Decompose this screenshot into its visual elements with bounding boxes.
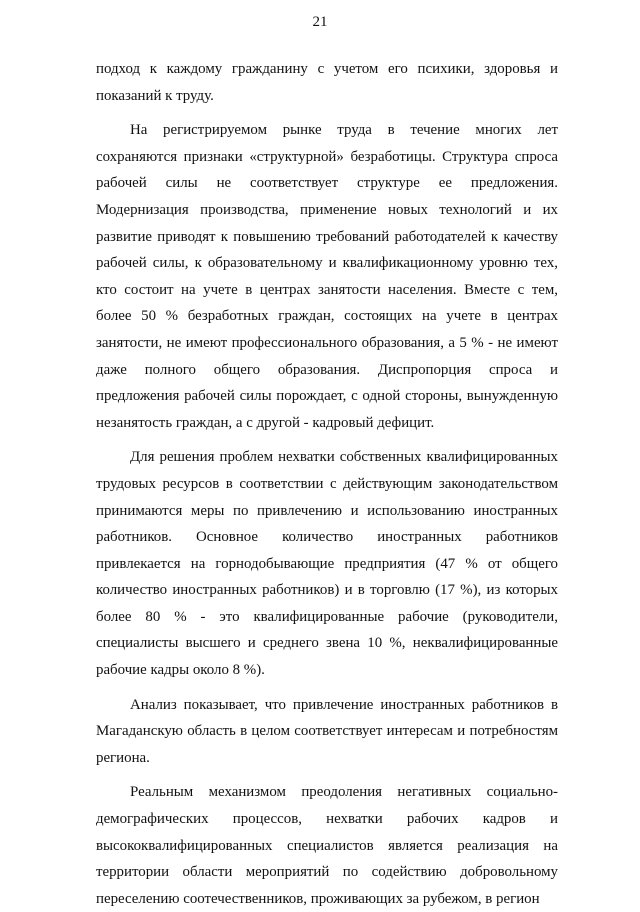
paragraph-structural-unemployment: На регистрируемом рынке труда в течение многих лет сохраняются признаки «структурной» безработицы. Структура спроса рабочей силы не соответствует структуре ее предложения. Модернизация производства, применение новых технологий и их развитие приводят к повышению требований работодателей к качеству рабочей силы, к образовательному и квалификационному уровню тех, кто состоит на учете в центрах занятости населения. Вместе с тем, более 50 % безработных граждан, состоящих на учете в центрах занятости, не имеют профессионального образования, а 5 % - не имеют даже полного общего образования. Диспропорция спроса и предложения рабочей силы порождает, с одной стороны, вынужденную незанятость граждан, а с другой - кадровый дефицит. [96,122,558,431]
paragraph-analysis: Анализ показывает, что привлечение иностранных работников в Магаданскую область в целом соответствует интересам и потребностям региона. [96,696,558,766]
document-body [96,56,558,912]
paragraph-foreign-workers: Для решения проблем нехватки собственных квалифицированных трудовых ресурсов в соответствии с действующим законодательством принимаются меры по привлечению и использованию иностранных работников. Основное количество иностранных работников привлекается на горнодобывающие предприятия (47 % от общего количество иностранных работников) и в торговлю (17 %), из которых более 80 % - это квалифицированные рабочие (руководители, специалисты высшего и среднего звена 10 %, неквалифицированные рабочие кадры около 8 %). [96,449,558,679]
page-number: 21 [312,14,328,30]
paragraph-resettlement: Реальным механизмом преодоления негативных социально-демографических процессов, нехватки рабочих кадров и высококвалифицированных специалистов является реализация на территории области мероприятий по содействию добровольному переселению соотечественников, проживающих за рубежом, в регион [96,784,558,907]
paragraph-continuation: подход к каждому гражданину с учетом его психики, здоровья и показаний к труду. [96,61,558,104]
